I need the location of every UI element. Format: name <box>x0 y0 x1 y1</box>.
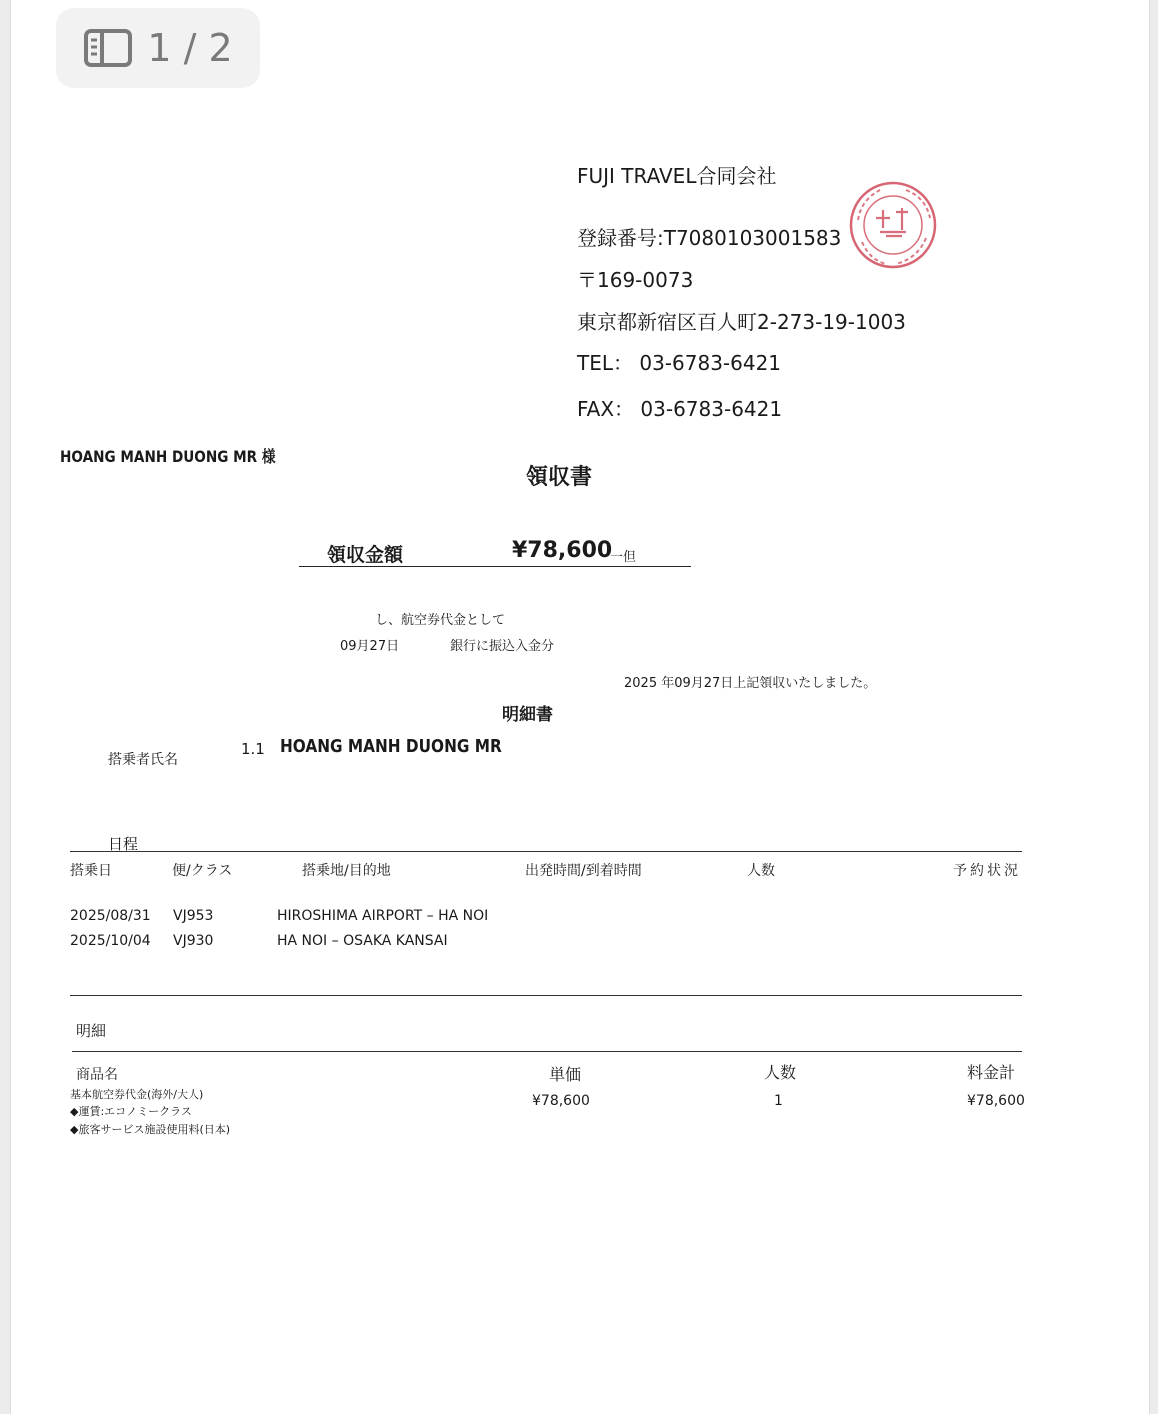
issuer-company: FUJI TRAVEL合同会社 <box>577 164 777 188</box>
col-quantity: 人数 <box>764 1063 797 1082</box>
itinerary-divider-bottom <box>70 995 1022 996</box>
col-times: 出発時間/到着時間 <box>525 863 642 879</box>
itinerary-row-1-flight: VJ953 <box>173 908 214 924</box>
recipient-name: HOANG MANH DUONG MR 様 <box>60 447 276 466</box>
memo-date: 09月27日 <box>340 639 400 654</box>
detail-unit-price: ¥78,600 <box>532 1093 590 1109</box>
detail-total: ¥78,600 <box>967 1093 1025 1109</box>
amount-suffix: 一但 <box>610 550 637 565</box>
amount-value: ¥78,600 <box>512 538 613 563</box>
itinerary-row-1-route: HIROSHIMA AIRPORT – HA NOI <box>277 908 489 924</box>
page-number: 1 / 2 <box>147 26 233 70</box>
receipt-title: 領収書 <box>526 465 593 490</box>
issuer-address: 東京都新宿区百人町2-273-19-1003 <box>577 310 906 334</box>
detail-item-line-3: ◆旅客サービス施設使用料(日本) <box>70 1123 231 1136</box>
amount-label: 領収金額 <box>327 544 404 566</box>
issuer-fax: FAX： 03-6783-6421 <box>577 397 783 421</box>
itinerary-row-2-flight: VJ930 <box>173 933 214 949</box>
itinerary-row-2-route: HA NOI – OSAKA KANSAI <box>277 933 448 949</box>
sidebar-panel-icon[interactable] <box>83 28 133 68</box>
passenger-number: 1.1 <box>241 740 265 758</box>
itinerary-row-2-date: 2025/10/04 <box>70 933 151 949</box>
itinerary-divider-top <box>70 851 1022 852</box>
details-section-label: 明細 <box>76 1022 107 1040</box>
page-indicator[interactable] <box>56 8 260 88</box>
details-divider <box>72 1051 1022 1052</box>
statement-title: 明細書 <box>502 705 553 725</box>
col-boarding-date: 搭乗日 <box>70 863 112 879</box>
detail-quantity: 1 <box>774 1093 783 1109</box>
col-total: 料金計 <box>967 1063 1016 1082</box>
memo-line: し、航空券代金として <box>375 613 506 628</box>
amount-row <box>299 538 691 567</box>
passenger-label: 搭乗者氏名 <box>108 752 178 768</box>
itinerary-row-1-date: 2025/08/31 <box>70 908 151 924</box>
issuer-postal: 〒169-0073 <box>577 268 694 292</box>
received-statement: 2025 年09月27日上記領収いたしました。 <box>624 676 877 691</box>
issuer-registration: 登録番号:T7080103001583 <box>577 226 842 250</box>
col-unit-price: 単価 <box>549 1065 582 1084</box>
memo-note: 銀行に振込入金分 <box>450 639 555 654</box>
document-page <box>10 0 1150 1414</box>
company-seal-stamp <box>846 180 940 270</box>
detail-item-line-2: ◆運賃:エコノミークラス <box>70 1105 192 1118</box>
col-route: 搭乗地/目的地 <box>302 863 391 879</box>
col-passengers: 人数 <box>747 863 775 879</box>
issuer-tel: TEL： 03-6783-6421 <box>577 351 782 375</box>
col-flight-class: 便/クラス <box>172 863 233 879</box>
detail-item-line-1: 基本航空券代金(海外/大人) <box>70 1088 204 1101</box>
col-booking-status: 予約状況 <box>953 863 1021 879</box>
col-item-name: 商品名 <box>76 1067 118 1083</box>
passenger-name: HOANG MANH DUONG MR <box>280 736 502 757</box>
itinerary-section-label: 日程 <box>108 835 139 853</box>
